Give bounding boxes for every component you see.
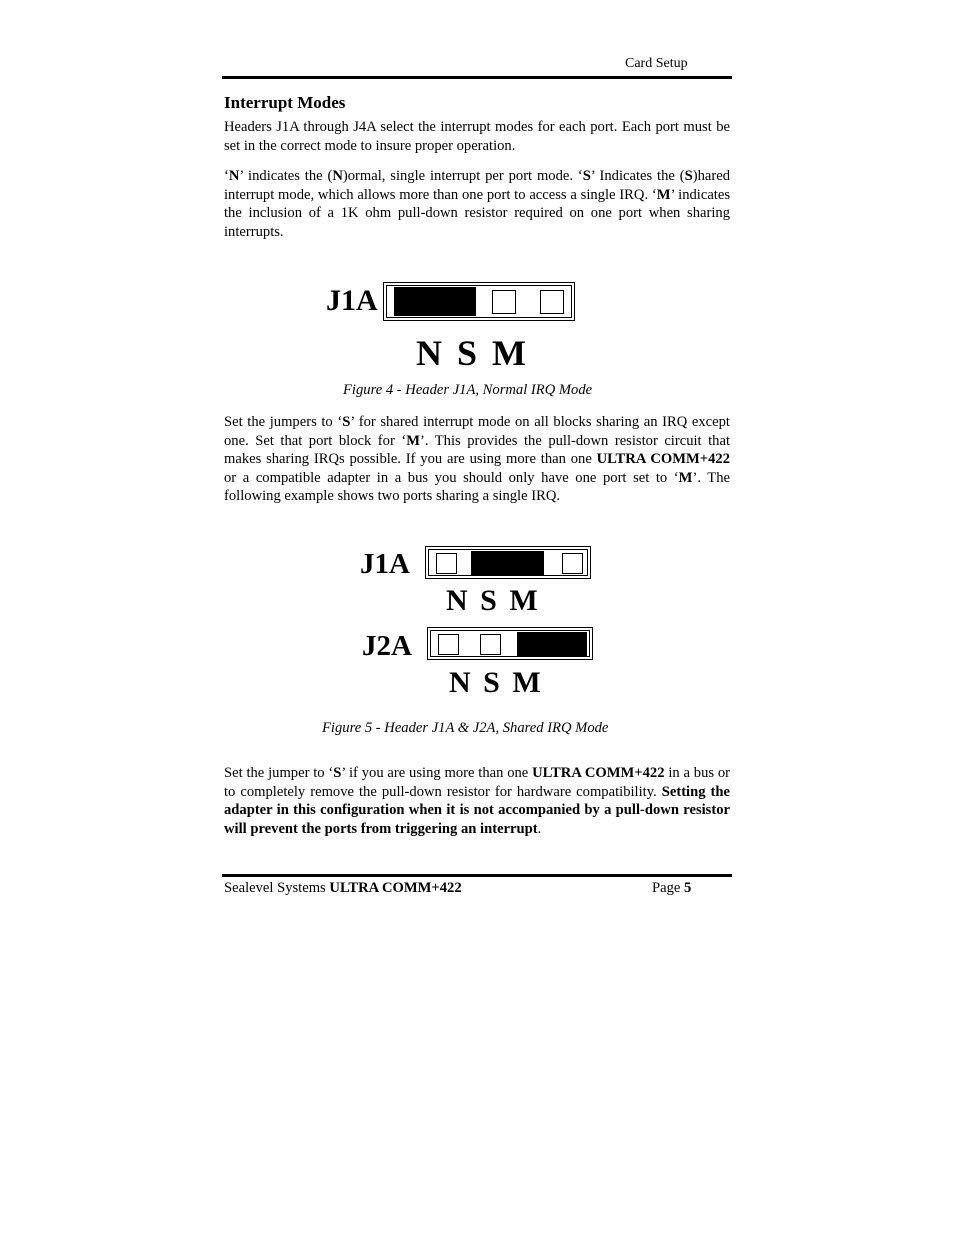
text-run: or a compatible adapter in a bus you should only have one port set to ‘ <box>224 469 679 486</box>
footer-company-name: Sealevel Systems <box>224 880 326 896</box>
text-run: ’. This provides the pull-down resistor circuit that makes sharing IRQs possible. If you are using more than one <box>224 432 730 468</box>
header-label-j1a: J1A <box>326 284 378 317</box>
text-run-bold: M <box>406 432 420 449</box>
text-run-bold: S <box>582 168 591 184</box>
paragraph-intro: Headers J1A through J4A select the interrupt modes for each port. Each port must be set in the correct mode to insure proper operation. <box>224 119 730 154</box>
jumper-header-j1a-shared <box>425 546 591 579</box>
header-label-j1a-shared: J1A <box>360 548 410 580</box>
section-title: Interrupt Modes <box>224 93 346 112</box>
footer-rule <box>222 874 732 877</box>
text-run-bold: N <box>332 168 343 184</box>
text-run: in a bus or to completely remove the pull-down resistor for hardware compatibility. <box>224 765 731 800</box>
paragraph-shared-instructions <box>224 413 730 506</box>
text-run-bold: ULTRA COMM+422 <box>596 451 731 468</box>
paragraph-mode-definitions <box>224 167 730 241</box>
text-run-bold: M <box>678 469 693 486</box>
footer-product-name: ULTRA COMM+422 <box>329 880 462 896</box>
figure5-caption: Figure 5 - Header J1A & J2A, Shared IRQ Mode <box>322 720 609 736</box>
pin-s <box>492 290 516 314</box>
running-header: Card Setup <box>625 56 688 71</box>
jumper-header-j1a <box>383 282 575 321</box>
text-run-bold: S <box>333 765 342 781</box>
jumper-block-s <box>471 551 544 576</box>
figure4-caption: Figure 4 - Header J1A, Normal IRQ Mode <box>343 382 593 398</box>
text-run-bold: S <box>684 168 693 184</box>
text-run: ‘ <box>224 168 229 184</box>
text-run: Set the jumper to ‘ <box>224 765 334 781</box>
jumper-block-n <box>394 287 476 316</box>
jumper-block-m <box>517 632 587 657</box>
text-run-bold: Setting the adapter in this configuration when it is not accompanied by a pull-down resistor will prevent the ports from triggering an interrupt <box>224 783 730 837</box>
pin-m <box>562 553 583 574</box>
header-label-j2a: J2A <box>362 630 412 662</box>
pin-m <box>540 290 564 314</box>
text-run: ’ for shared interrupt mode on all blocks sharing an IRQ except one. Set that port block for ‘ <box>224 414 730 449</box>
pin-n <box>438 634 459 655</box>
pin-letters-j1a: N S M <box>416 333 526 373</box>
paragraph-compatibility <box>224 764 730 838</box>
text-run-bold: ULTRA COMM+422 <box>532 765 665 781</box>
text-run-bold: S <box>342 414 351 430</box>
pin-n <box>436 553 457 574</box>
pin-letters-j2a: N S M <box>449 666 541 699</box>
jumper-header-j2a <box>427 627 593 660</box>
text-run: Set the jumpers to ‘ <box>224 414 343 430</box>
pin-letters-j1a-shared: N S M <box>446 584 538 617</box>
text-run: )ormal, single interrupt per port mode. ‘ <box>342 168 583 184</box>
text-run-bold: N <box>228 168 240 184</box>
footer-company <box>224 880 462 897</box>
header-rule <box>222 76 732 79</box>
page-number <box>652 880 691 897</box>
page-number-value: 5 <box>684 880 692 896</box>
text-run: . <box>537 820 542 837</box>
text-run: ’ Indicates the ( <box>590 168 685 184</box>
text-run: ’ indicates the inclusion of a 1K ohm pull-down resistor required on one port when sharing interrupts. <box>224 186 731 240</box>
text-run-bold: M <box>656 186 671 203</box>
text-run: ’ indicates the ( <box>239 168 333 184</box>
page-label: Page <box>652 880 681 896</box>
text-run: )hared interrupt mode, which allows more than one port to access a single IRQ. ‘ <box>224 168 730 203</box>
text-run: ’ if you are using more than one <box>341 765 533 781</box>
text-run: ’. The following example shows two ports sharing a single IRQ. <box>224 469 730 505</box>
pin-s <box>480 634 501 655</box>
